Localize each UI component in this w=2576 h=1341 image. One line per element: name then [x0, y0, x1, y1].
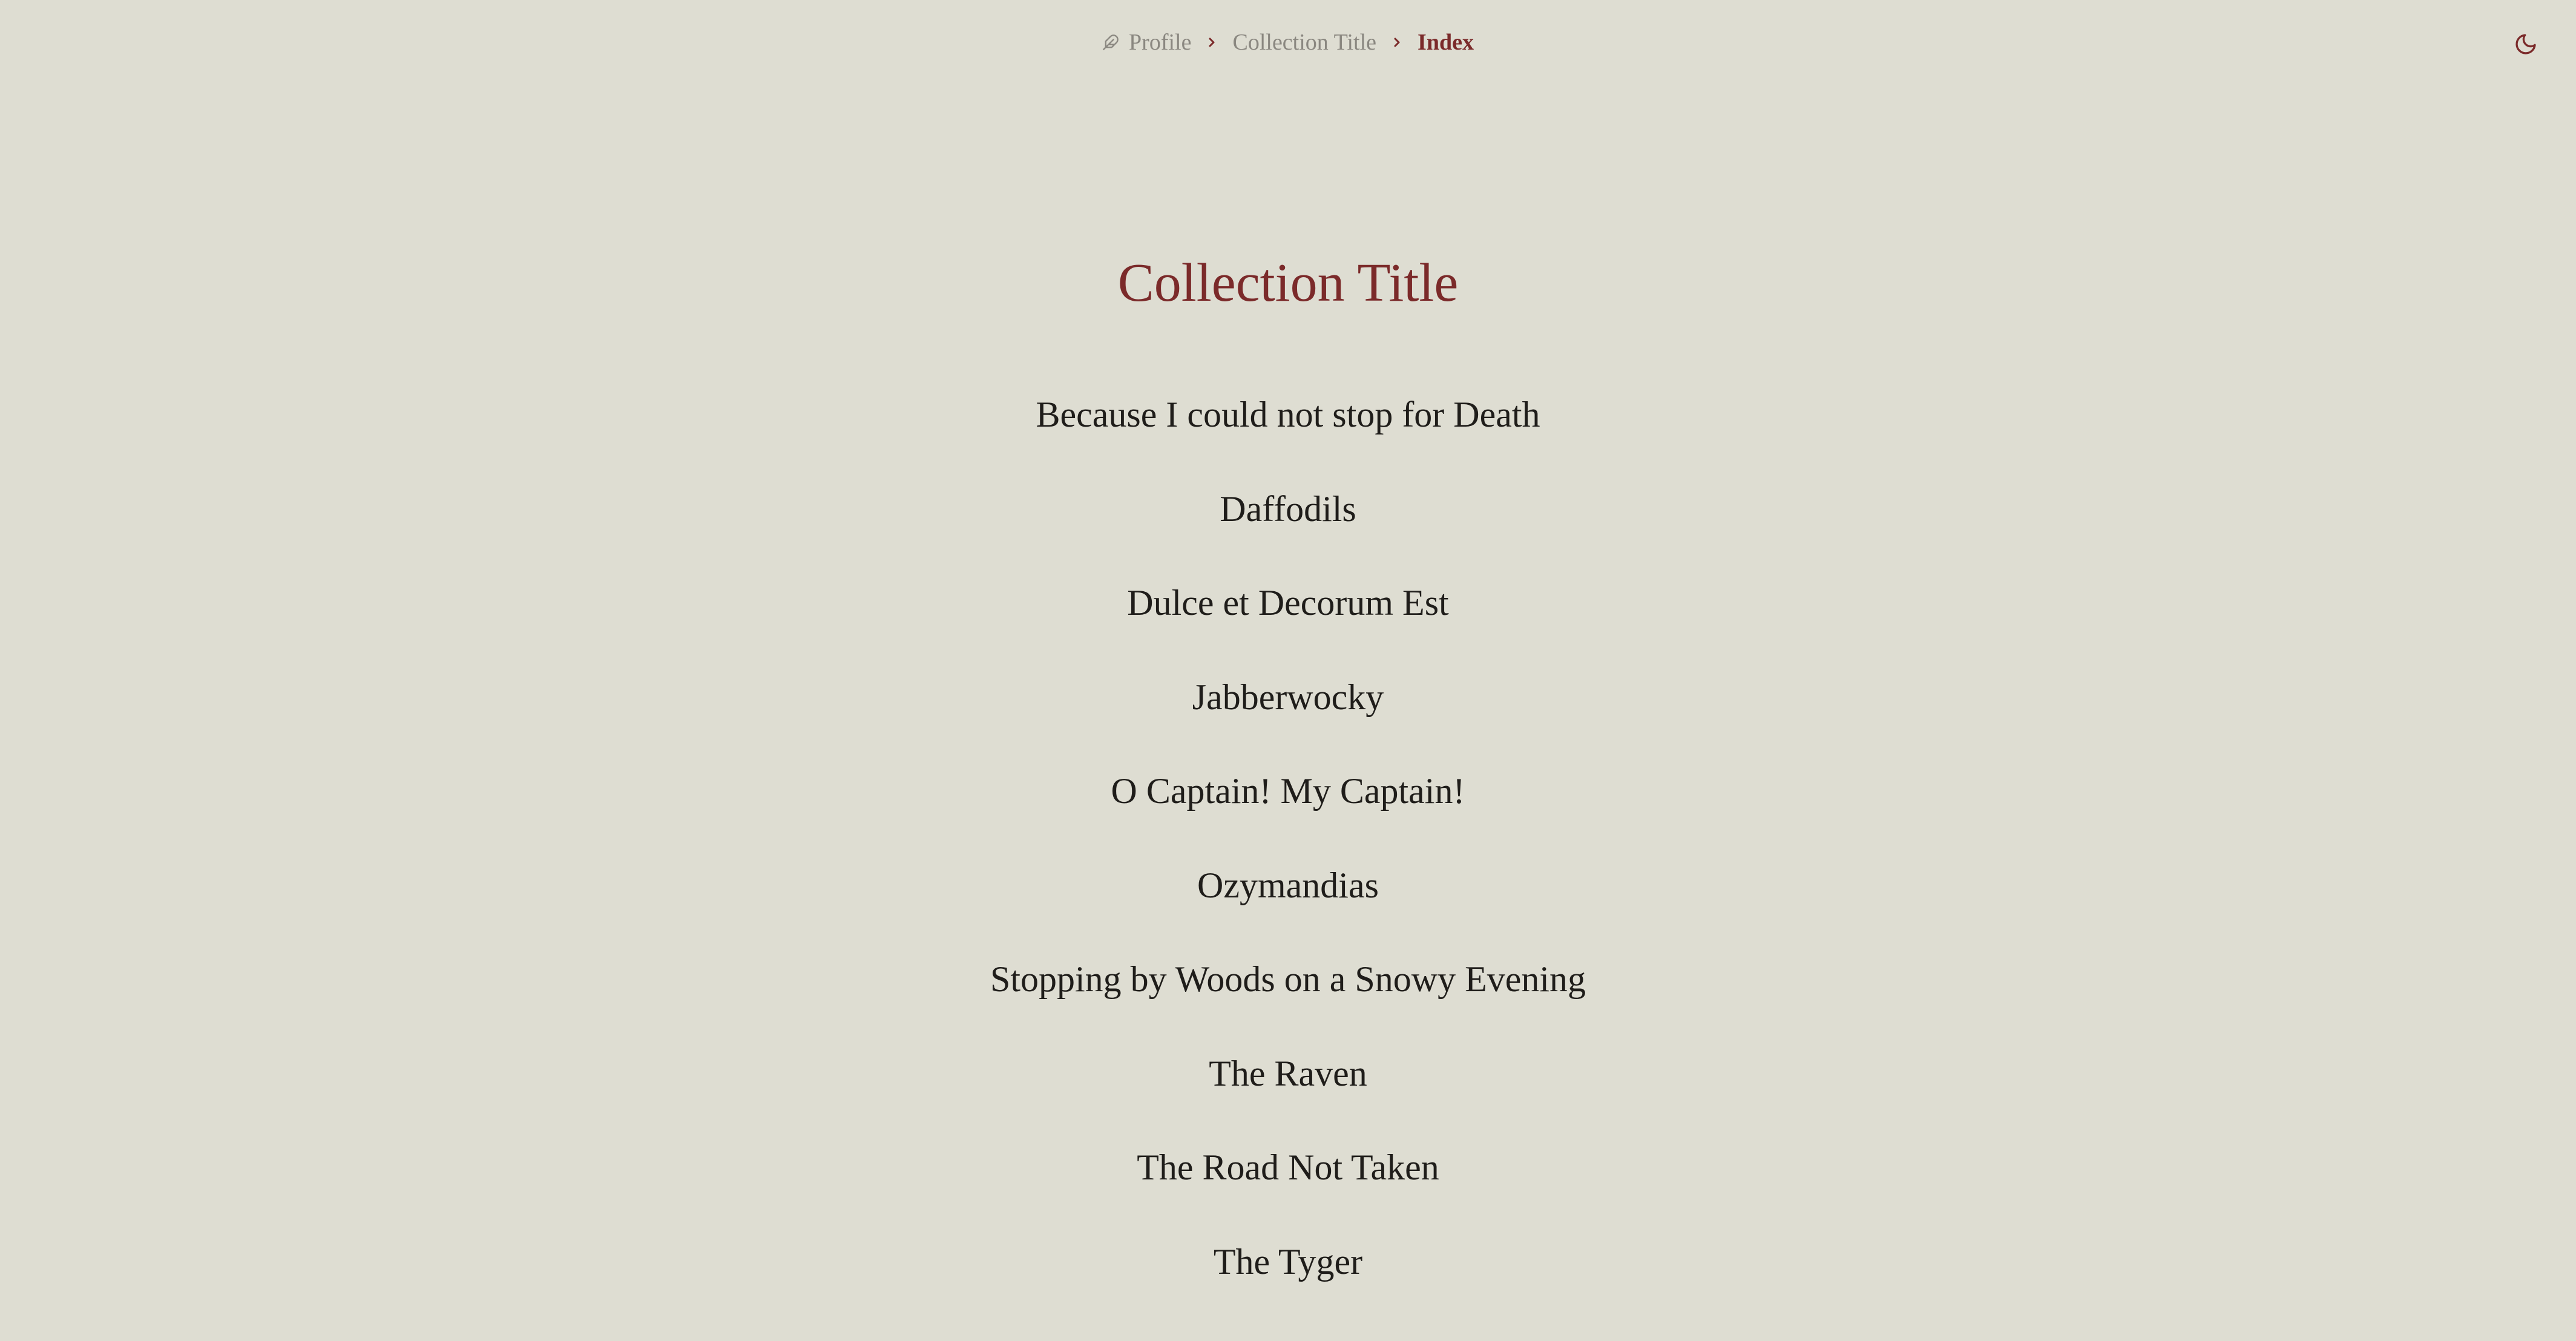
list-item: [0, 583, 2576, 677]
list-item: [0, 959, 2576, 1054]
list-item: [0, 489, 2576, 583]
poem-link[interactable]: Dulce et Decorum Est: [1127, 583, 1449, 623]
breadcrumb: [0, 29, 2576, 56]
poem-link[interactable]: The Raven: [1209, 1053, 1367, 1093]
breadcrumb-profile-link[interactable]: [1102, 29, 1191, 56]
list-item: [0, 865, 2576, 960]
poem-list: [0, 395, 2576, 1336]
page-title: Collection Title: [1117, 253, 1459, 313]
breadcrumb-collection-label: Collection Title: [1232, 30, 1377, 55]
breadcrumb-profile-label: Profile: [1129, 30, 1192, 55]
list-item: [0, 395, 2576, 489]
breadcrumb-collection-link[interactable]: [1232, 29, 1376, 56]
list-item: [0, 1242, 2576, 1336]
list-item: [0, 1147, 2576, 1242]
list-item: [0, 1054, 2576, 1148]
moon-icon: [2514, 32, 2538, 56]
poem-link[interactable]: Jabberwocky: [1192, 677, 1384, 717]
chevron-right-icon: [1390, 35, 1404, 50]
list-item: [0, 677, 2576, 772]
poem-link[interactable]: The Tyger: [1213, 1241, 1363, 1282]
theme-toggle-button[interactable]: [2512, 30, 2540, 58]
breadcrumb-current: Index: [1418, 30, 1474, 55]
poem-link[interactable]: O Captain! My Captain!: [1111, 771, 1465, 811]
feather-icon: [1102, 34, 1119, 51]
top-bar: [0, 0, 2576, 91]
poem-link[interactable]: Stopping by Woods on a Snowy Evening: [990, 959, 1586, 999]
poem-link[interactable]: The Road Not Taken: [1137, 1147, 1439, 1187]
poem-link[interactable]: Daffodils: [1220, 488, 1356, 529]
poem-link[interactable]: Ozymandias: [1197, 865, 1379, 905]
chevron-right-icon: [1204, 35, 1219, 50]
list-item: [0, 771, 2576, 865]
poem-link[interactable]: Because I could not stop for Death: [1036, 395, 1540, 434]
